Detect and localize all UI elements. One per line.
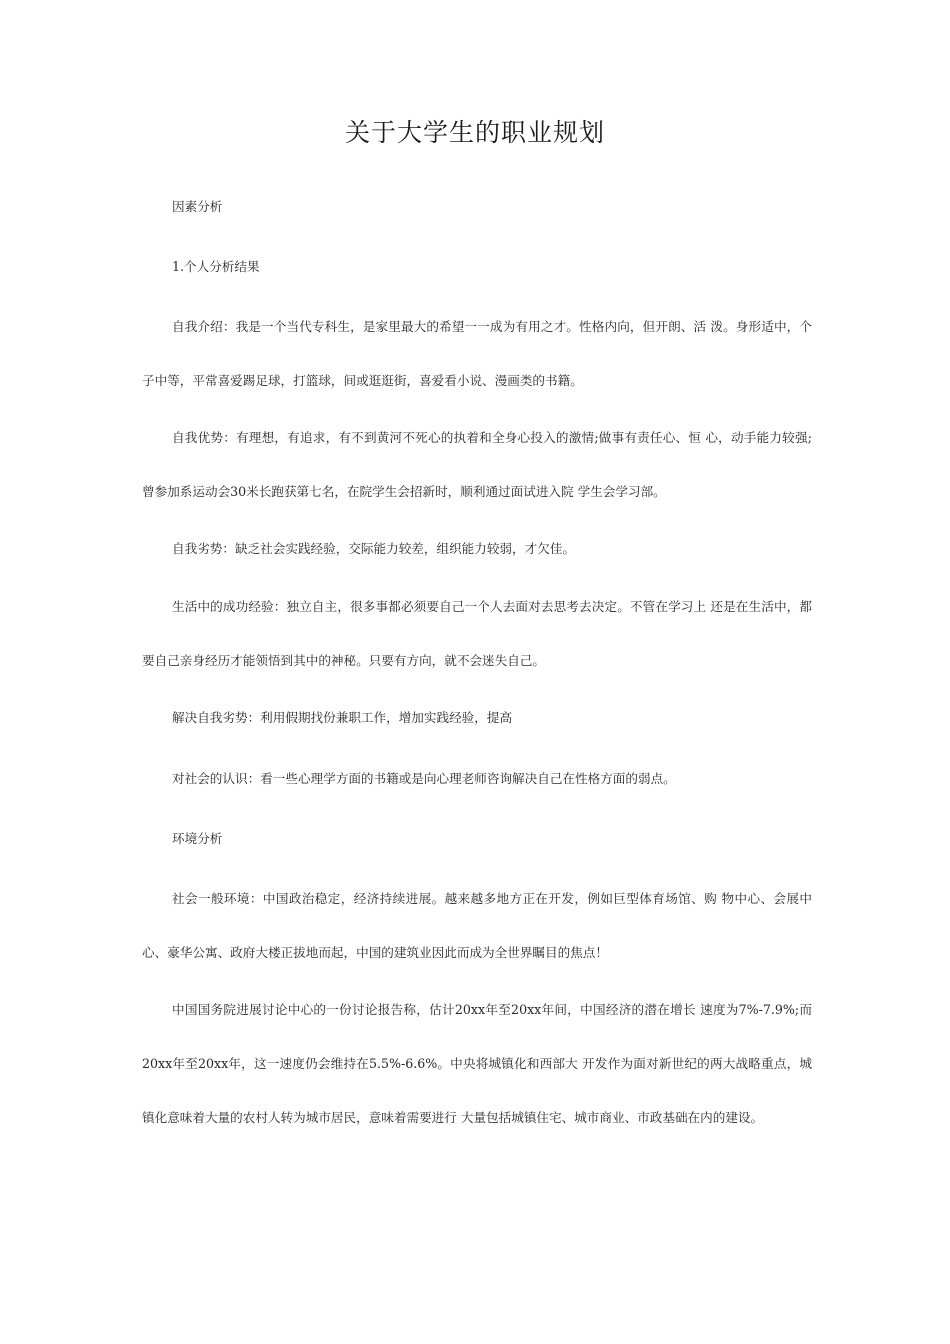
paragraph-solve-weaknesses: 解决自我劣势：利用假期找份兼职工作，增加实践经验，提高 xyxy=(172,710,513,725)
paragraph-self-introduction: 自我介绍：我是一个当代专科生，是家里最大的希望一一成为有用之才。性格内向，但开朗、活 泼。身形适中，个子中等，平常喜爱踢足球，打篮球，间或逛逛街，喜爱看小说、漫画类的书籍。 xyxy=(142,319,812,388)
paragraph-economic-report: 中国国务院进展讨论中心的一份讨论报告称，估计20xx年至20xx年间，中国经济的潜在增长 速度为7%-7.9%;而20xx年至20xx年，这一速度仍会维持在5.5%-6.6%。中央将城镇化和西部大 开发作为面对新世纪的两大战略重点，城镇化意味着大量的农村人转为城市居民，意味着需要进行 大量包括城镇住宅、城市商业、市政基础在内的建设。 xyxy=(142,1002,812,1125)
document-title: 关于大学生的职业规划 xyxy=(344,118,605,147)
heading-factor-analysis: 因素分析 xyxy=(172,199,223,214)
paragraph-society-understanding: 对社会的认识：看一些心理学方面的书籍或是向心理老师咨询解决自己在性格方面的弱点。 xyxy=(172,771,676,786)
paragraph-self-strengths: 自我优势：有理想，有追求，有不到黄河不死心的执着和全身心投入的激情;做事有责任心、恒 心，动手能力较强;曾参加系运动会30米长跑获第七名，在院学生会招新时，顺利通过面试进入院 学生会学习部。 xyxy=(142,430,812,499)
paragraph-success-experience: 生活中的成功经验：独立自主，很多事都必须要自己一个人去面对去思考去决定。不管在学习上 还是在生活中，都要自己亲身经历才能领悟到其中的神秘。只要有方向，就不会迷失自己。 xyxy=(142,599,812,668)
heading-personal-analysis: 1.个人分析结果 xyxy=(172,259,260,274)
paragraph-social-environment: 社会一般环境：中国政治稳定，经济持续进展。越来越多地方正在开发，例如巨型体育场馆、购 物中心、会展中心、豪华公寓、政府大楼正拔地而起，中国的建筑业因此而成为全世界瞩目的焦点！ xyxy=(142,891,812,960)
heading-environment-analysis: 环境分析 xyxy=(172,831,223,846)
paragraph-self-weaknesses: 自我劣势：缺乏社会实践经验，交际能力较差，组织能力较弱，才欠佳。 xyxy=(172,541,575,556)
